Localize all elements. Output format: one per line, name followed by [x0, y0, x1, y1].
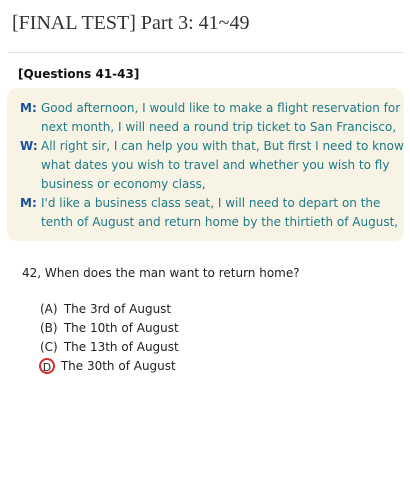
option-marker: (A): [40, 302, 58, 316]
answer-option-d[interactable]: [40, 357, 176, 376]
dialogue-box: [7, 88, 404, 241]
dialogue-line: I'd like a business class seat, I will need to depart on the: [41, 196, 381, 210]
answer-option-b[interactable]: [40, 319, 179, 338]
dialogue-line: Good afternoon, I would like to make a flight reservation for: [41, 101, 401, 115]
speaker-label: M:: [20, 101, 37, 115]
question-stem: 42, When does the man want to return home?: [22, 266, 300, 280]
title-divider: [8, 52, 404, 53]
option-marker: (B): [40, 321, 58, 335]
option-text: The 10th of August: [63, 321, 179, 335]
option-text: The 3rd of August: [63, 302, 172, 316]
dialogue-line: business or economy class,: [41, 177, 206, 191]
dialogue-line: tenth of August and return home by the thirtieth of August,: [41, 215, 399, 229]
dialogue-line: next month, I will need a round trip ticket to San Francisco,: [41, 120, 397, 134]
dialogue-line: what dates you wish to travel and whether you wish to fly: [41, 158, 390, 172]
selected-answer-circle-icon: D: [39, 358, 55, 374]
option-text: The 30th of August: [60, 359, 176, 373]
option-marker: (C): [40, 340, 58, 354]
speaker-label: W:: [20, 139, 38, 153]
speaker-label: M:: [20, 196, 37, 210]
answer-option-a[interactable]: [40, 300, 171, 319]
page-title: [FINAL TEST] Part 3: 41~49: [12, 12, 250, 34]
answer-option-c[interactable]: [40, 338, 179, 357]
section-heading: [Questions 41-43]: [18, 67, 140, 81]
option-text: The 13th of August: [63, 340, 179, 354]
dialogue-line: All right sir, I can help you with that, But first I need to know: [41, 139, 404, 153]
